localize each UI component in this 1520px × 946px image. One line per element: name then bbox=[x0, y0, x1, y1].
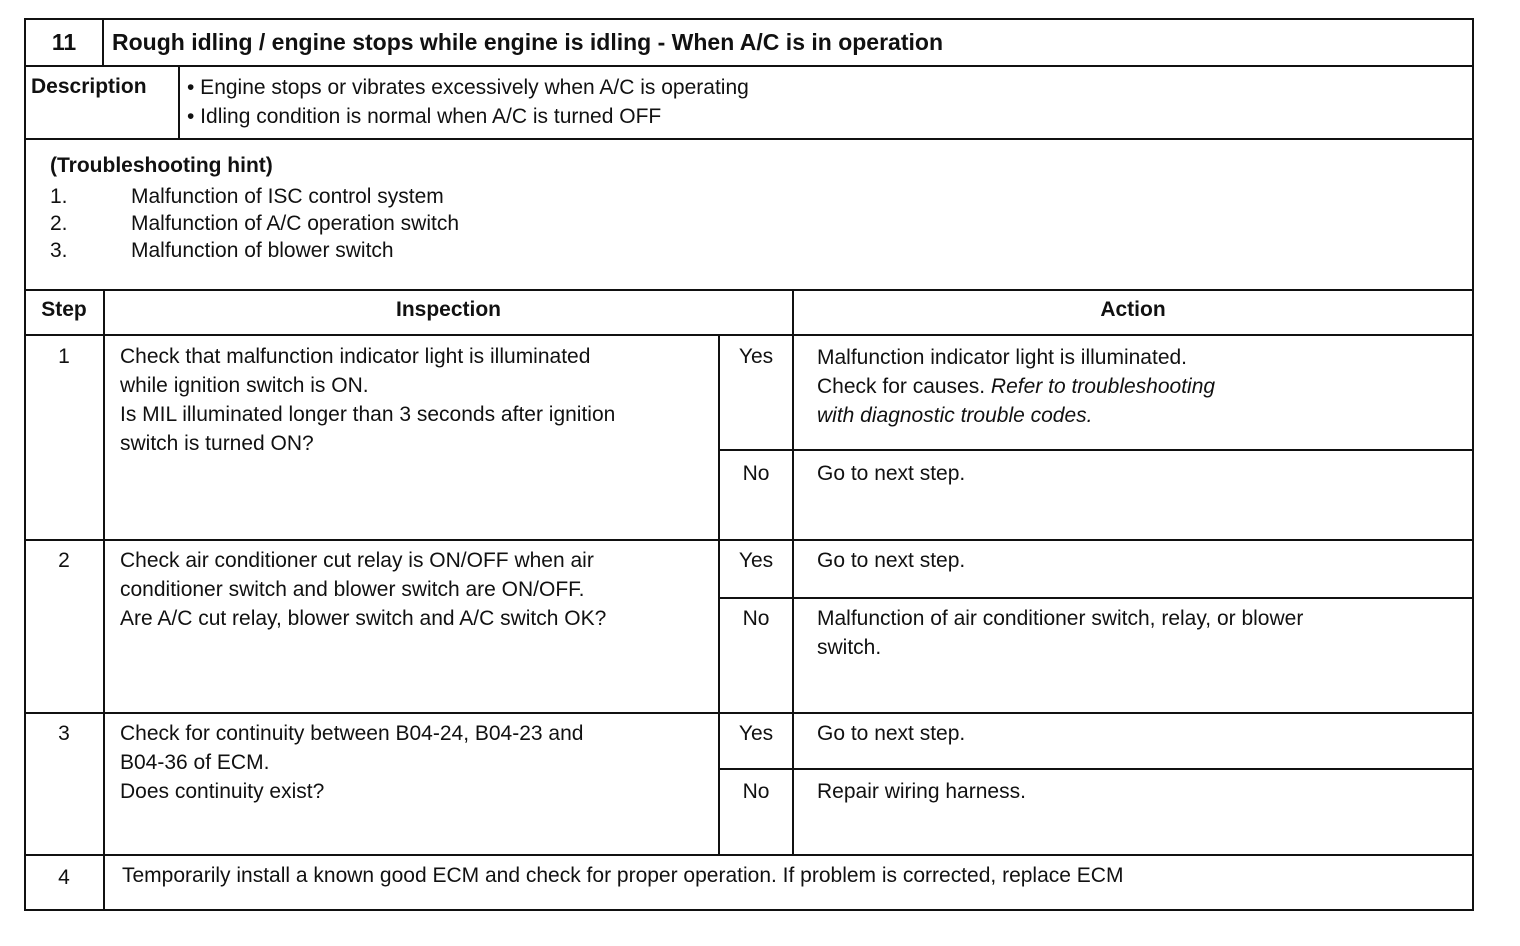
rule bbox=[24, 65, 1474, 67]
hint-text: Malfunction of blower switch bbox=[131, 239, 394, 262]
rule bbox=[24, 289, 1474, 291]
yes-label: Yes bbox=[738, 549, 774, 572]
inspection-line: switch is turned ON? bbox=[120, 432, 314, 455]
hint-number: 2. bbox=[50, 212, 68, 235]
step-number: 4 bbox=[58, 866, 70, 889]
rule bbox=[24, 539, 1474, 541]
rule bbox=[1472, 18, 1474, 911]
description-item: • Engine stops or vibrates excessively when A/C is operating bbox=[187, 76, 749, 99]
inspection-line: Is MIL illuminated longer than 3 seconds after ignition bbox=[120, 403, 616, 426]
rule bbox=[24, 712, 1474, 714]
step-number: 3 bbox=[58, 722, 70, 745]
hint-text: Malfunction of A/C operation switch bbox=[131, 212, 460, 235]
action-text: Check for causes. bbox=[817, 375, 986, 398]
inspection-line: Check for continuity between B04-24, B04-23 and bbox=[120, 722, 584, 745]
rule bbox=[24, 334, 1474, 336]
action-line: Go to next step. bbox=[817, 462, 966, 485]
rule bbox=[718, 597, 1474, 599]
hint-text: Malfunction of ISC control system bbox=[131, 185, 444, 208]
inspection-line: B04-36 of ECM. bbox=[120, 751, 270, 774]
action-line bbox=[817, 372, 1215, 401]
inspection-line: while ignition switch is ON. bbox=[120, 374, 369, 397]
action-header: Action bbox=[1100, 298, 1166, 321]
action-line: Repair wiring harness. bbox=[817, 780, 1026, 803]
rule bbox=[24, 18, 1474, 20]
rule bbox=[24, 18, 26, 911]
inspection-line: Are A/C cut relay, blower switch and A/C switch OK? bbox=[120, 607, 607, 630]
yes-label: Yes bbox=[738, 722, 774, 745]
no-label: No bbox=[742, 607, 770, 630]
step-number: 2 bbox=[58, 549, 70, 572]
full-width-action: Temporarily install a known good ECM and check for proper operation. If problem is corrected, replace ECM bbox=[122, 864, 1124, 887]
no-label: No bbox=[742, 780, 770, 803]
inspection-header: Inspection bbox=[395, 298, 501, 321]
step-number: 1 bbox=[58, 345, 70, 368]
rule bbox=[24, 909, 1474, 911]
hint-number: 1. bbox=[50, 185, 68, 208]
action-line: Malfunction of air conditioner switch, relay, or blower bbox=[817, 607, 1304, 630]
rule bbox=[24, 138, 1474, 140]
hint-number: 3. bbox=[50, 239, 68, 262]
inspection-line: conditioner switch and blower switch are ON/OFF. bbox=[120, 578, 585, 601]
no-label: No bbox=[742, 462, 770, 485]
inspection-line: Check air conditioner cut relay is ON/OFF when air bbox=[120, 549, 594, 572]
action-reference: with diagnostic trouble codes. bbox=[817, 404, 1093, 427]
rule bbox=[178, 66, 180, 139]
rule bbox=[24, 854, 1474, 856]
action-line: Malfunction indicator light is illuminated. bbox=[817, 346, 1188, 369]
description-label: Description bbox=[31, 75, 147, 98]
description-item: • Idling condition is normal when A/C is turned OFF bbox=[187, 105, 662, 128]
hint-label: (Troubleshooting hint) bbox=[50, 154, 273, 177]
action-line: Go to next step. bbox=[817, 549, 966, 572]
step-header: Step bbox=[41, 298, 87, 321]
inspection-line: Check that malfunction indicator light is illuminated bbox=[120, 345, 591, 368]
action-reference: Refer to troubleshooting bbox=[990, 375, 1216, 398]
section-title: Rough idling / engine stops while engine is idling - When A/C is in operation bbox=[112, 29, 943, 55]
action-line: Go to next step. bbox=[817, 722, 966, 745]
rule bbox=[718, 449, 1474, 451]
yes-label: Yes bbox=[738, 345, 774, 368]
troubleshooting-sheet bbox=[24, 18, 1474, 911]
rule bbox=[792, 289, 794, 855]
rule bbox=[103, 289, 105, 911]
rule bbox=[718, 768, 1474, 770]
action-line: switch. bbox=[817, 636, 882, 659]
inspection-line: Does continuity exist? bbox=[120, 780, 325, 803]
section-number: 11 bbox=[51, 29, 77, 55]
rule bbox=[102, 18, 104, 66]
